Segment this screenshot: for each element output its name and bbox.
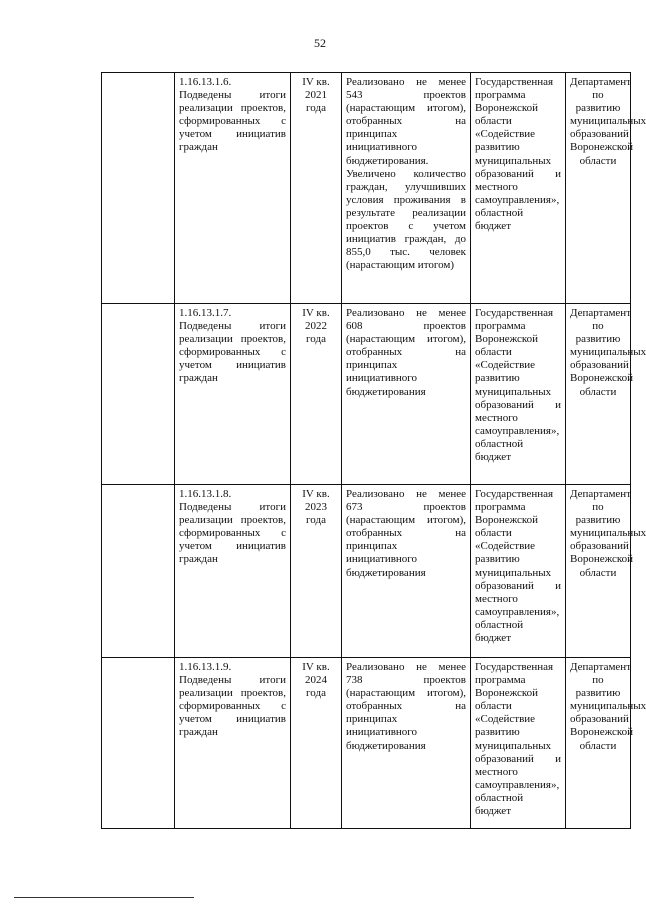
executor-cell — [566, 304, 646, 485]
executor: Департамент по развитию муниципальных образований Воронежской области — [570, 661, 646, 752]
event-name-cell — [175, 485, 291, 658]
funding-source: Государственная программа Воронежской области «Содействие развитию муниципальных образований и местного самоуправления», областной бюджет — [475, 661, 561, 818]
result: Реализовано не менее 608 проектов (нарастающим итогом), отобранных на принципах инициативного бюджетирования — [346, 307, 466, 398]
funding-source: Государственная программа Воронежской области «Содействие развитию муниципальных образований и местного самоуправления», областной бюджет — [475, 76, 561, 233]
event-name-cell — [175, 73, 291, 304]
term-cell — [291, 485, 342, 658]
event-name-cell — [175, 658, 291, 829]
term-cell — [291, 304, 342, 485]
table-row — [102, 485, 631, 658]
executor-cell — [566, 485, 646, 658]
result: Реализовано не менее 673 проектов (нарастающим итогом), отобранных на принципах инициативного бюджетирования — [346, 488, 466, 579]
empty-cell — [102, 658, 175, 829]
executor-cell — [566, 73, 646, 304]
term: IV кв. 2021 года — [302, 76, 330, 115]
event-name: 1.16.13.1.7. Подведены итоги реализации проектов, сформированных с учетом инициатив граждан — [179, 307, 286, 385]
empty-cell — [102, 485, 175, 658]
event-name: 1.16.13.1.9. Подведены итоги реализации проектов, сформированных с учетом инициатив граждан — [179, 661, 286, 739]
funding-source: Государственная программа Воронежской области «Содействие развитию муниципальных образований и местного самоуправления», областной бюджет — [475, 488, 561, 645]
funding-source-cell — [471, 73, 566, 304]
funding-source: Государственная программа Воронежской области «Содействие развитию муниципальных образований и местного самоуправления», областной бюджет — [475, 307, 561, 464]
footer-rule — [14, 897, 194, 898]
result-cell — [342, 304, 471, 485]
event-name-cell — [175, 304, 291, 485]
empty-cell — [102, 304, 175, 485]
empty-cell — [102, 73, 175, 304]
executor: Департамент по развитию муниципальных образований Воронежской области — [570, 488, 646, 579]
term-cell — [291, 658, 342, 829]
table-row — [102, 73, 631, 304]
term: IV кв. 2024 года — [302, 661, 330, 700]
term-cell — [291, 73, 342, 304]
action-plan-table — [101, 72, 646, 829]
result-cell — [342, 73, 471, 304]
result-cell — [342, 485, 471, 658]
result: Реализовано не менее 738 проектов (нарастающим итогом), отобранных на принципах инициативного бюджетирования — [346, 661, 466, 752]
executor-cell — [566, 658, 646, 829]
term: IV кв. 2023 года — [302, 488, 330, 527]
event-name: 1.16.13.1.8. Подведены итоги реализации проектов, сформированных с учетом инициатив граждан — [179, 488, 286, 566]
page-number: 52 — [314, 36, 326, 50]
table-row — [102, 304, 631, 485]
funding-source-cell — [471, 304, 566, 485]
executor: Департамент по развитию муниципальных образований Воронежской области — [570, 76, 646, 167]
funding-source-cell — [471, 658, 566, 829]
funding-source-cell — [471, 485, 566, 658]
term: IV кв. 2022 года — [302, 307, 330, 346]
executor: Департамент по развитию муниципальных образований Воронежской области — [570, 307, 646, 398]
event-name: 1.16.13.1.6. Подведены итоги реализации проектов, сформированных с учетом инициатив граждан — [179, 76, 286, 154]
table-row — [102, 658, 631, 829]
result-cell — [342, 658, 471, 829]
result: Реализовано не менее 543 проектов (нарастающим итогом), отобранных на принципах инициативного бюджетирования. Увеличено количество граждан, улучшивших условия проживания в результате реализации проектов с учетом инициатив граждан, до 855,0 тыс. человек (нарастающим итогом) — [346, 76, 466, 272]
